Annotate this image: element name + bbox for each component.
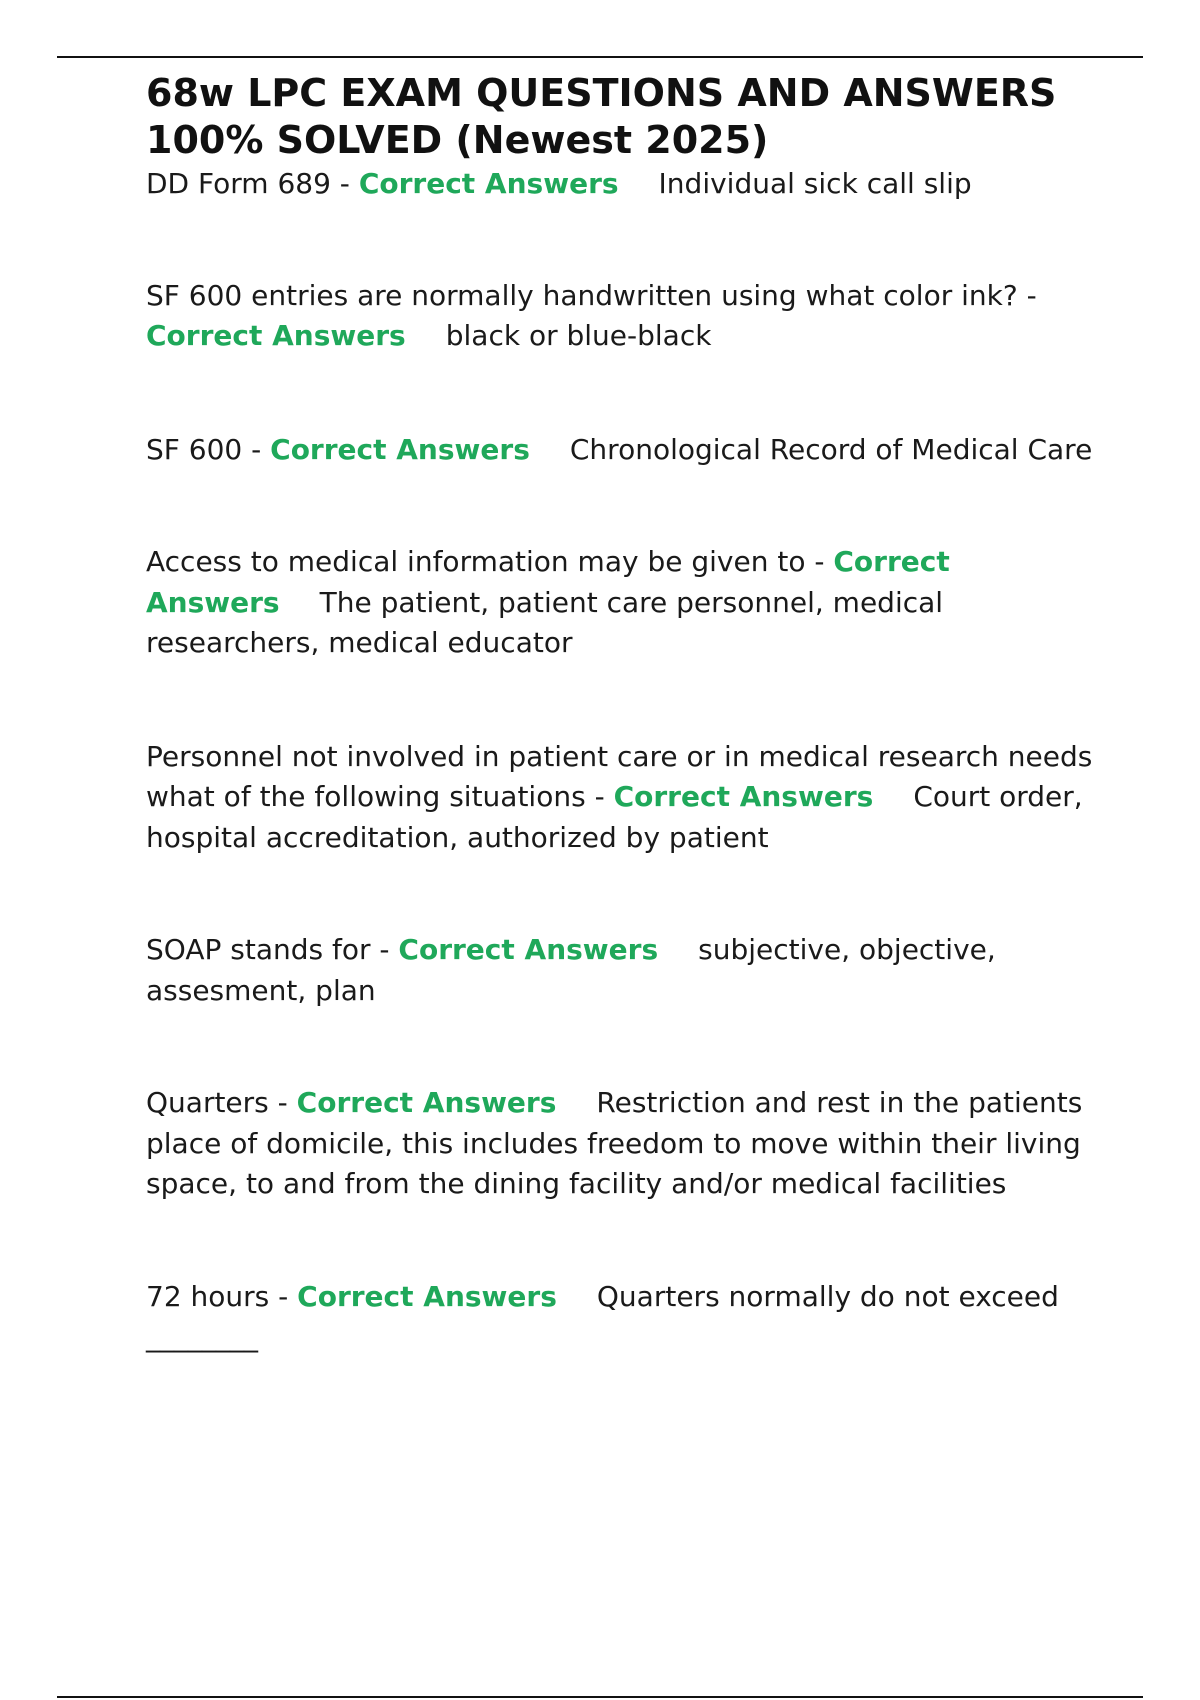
correct-answers-marker: Correct Answers	[358, 167, 619, 200]
question-text: SOAP stands for -	[146, 933, 399, 966]
qa-item	[146, 1277, 1096, 1358]
answer-text: Quarters normally do not exceed ________	[146, 1279, 1059, 1353]
document-title: 68w LPC EXAM QUESTIONS AND ANSWERS 100% SOLVED (Newest 2025)	[146, 71, 1057, 162]
qa-item	[146, 276, 1096, 357]
correct-answers-marker: Correct Answers	[296, 1086, 557, 1119]
correct-answers-marker: Correct Answers	[297, 1279, 557, 1313]
bottom-divider	[57, 1696, 1143, 1698]
question-text: SF 600 entries are normally handwritten using what color ink? -	[146, 278, 1037, 312]
document-body	[146, 70, 1096, 1358]
qa-item	[146, 1083, 1096, 1205]
question-text: Access to medical information may be given to -	[146, 545, 834, 578]
question-text: SF 600 -	[146, 432, 271, 466]
qa-item	[146, 542, 1096, 664]
answer-text: Chronological Record of Medical Care	[569, 432, 1093, 466]
qa-item	[146, 430, 1096, 471]
answer-text: Court order, hospital accreditation, authorized by patient	[146, 780, 1083, 854]
question-text: Quarters -	[146, 1086, 297, 1119]
question-text: 72 hours -	[146, 1279, 298, 1313]
qa-item	[146, 164, 1096, 205]
qa-item	[146, 930, 1096, 1011]
correct-answers-marker: Correct Answers	[613, 780, 874, 813]
correct-answers-marker: Correct Answers	[146, 545, 950, 619]
question-text: Personnel not involved in patient care or in medical research needs what of the following situations -	[146, 739, 1093, 813]
qa-item	[146, 737, 1096, 859]
correct-answers-marker: Correct Answers	[398, 933, 659, 966]
question-text: DD Form 689 -	[146, 167, 359, 200]
answer-text: Restriction and rest in the patients place of domicile, this includes freedom to move within their living space, to and from the dining facility and/or medical facilities	[146, 1086, 1083, 1200]
answer-text: subjective, objective, assesment, plan	[146, 933, 996, 1007]
top-divider	[57, 56, 1143, 58]
answer-text: The patient, patient care personnel, medical researchers, medical educator	[146, 585, 944, 659]
correct-answers-marker: Correct Answers	[270, 432, 530, 466]
answer-text: black or blue-black	[445, 319, 712, 352]
answer-text: Individual sick call slip	[658, 167, 972, 200]
correct-answers-marker: Correct Answers	[146, 319, 406, 352]
